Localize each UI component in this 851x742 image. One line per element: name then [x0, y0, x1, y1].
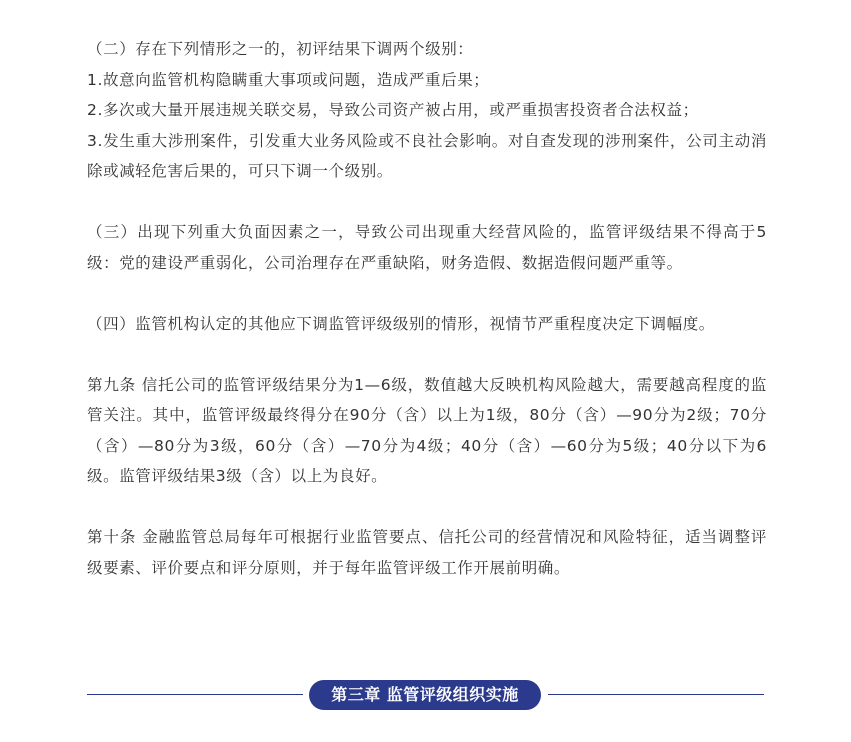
paragraph-spacer [87, 278, 767, 309]
clause-2-item-2: 2.多次或大量开展违规关联交易，导致公司资产被占用，或严重损害投资者合法权益； [87, 101, 699, 119]
clause-2-heading: （二）存在下列情形之一的，初评结果下调两个级别： [87, 40, 474, 58]
chapter-header [87, 680, 764, 710]
clause-2-item-3: 3.发生重大涉刑案件，引发重大业务风险或不良社会影响。对自查发现的涉刑案件，公司主动消除或减轻危害后果的，可只下调一个级别。 [87, 131, 767, 180]
article-9: 第九条 信托公司的监管评级结果分为1—6级，数值越大反映机构风险越大，需要越高程度的监管关注。其中，监管评级最终得分在90分（含）以上为1级，80分（含）—90分为2级；70分（含）—80分为3级，60分（含）—70分为4级；40分（含）—60分为5级；40分以下为6级。监管评级结果3级（含）以上为良好。 [87, 375, 767, 485]
chapter-divider-right [548, 694, 764, 695]
article-10: 第十条 金融监管总局每年可根据行业监管要点、信托公司的经营情况和风险特征，适当调整评级要素、评价要点和评分原则，并于每年监管评级工作开展前明确。 [87, 528, 767, 577]
article-body [87, 34, 767, 583]
chapter-title-badge: 第三章 监管评级组织实施 [309, 680, 541, 710]
paragraph-spacer [87, 187, 767, 218]
clause-3: （三）出现下列重大负面因素之一，导致公司出现重大经营风险的，监管评级结果不得高于5级：党的建设严重弱化，公司治理存在严重缺陷，财务造假、数据造假问题严重等。 [87, 223, 767, 272]
clause-4: （四）监管机构认定的其他应下调监管评级级别的情形，视情节严重程度决定下调幅度。 [87, 314, 715, 333]
paragraph-spacer [87, 492, 767, 523]
chapter-divider-left [87, 694, 303, 695]
paragraph-spacer [87, 339, 767, 370]
clause-2-item-1: 1.故意向监管机构隐瞒重大事项或问题，造成严重后果； [87, 70, 490, 89]
